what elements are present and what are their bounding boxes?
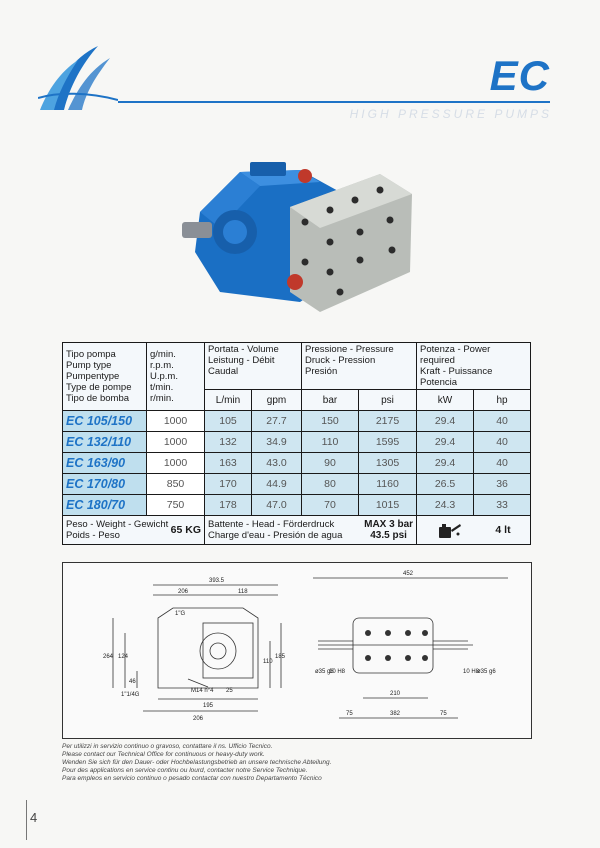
oil-wrap bbox=[420, 520, 527, 540]
model-cell: EC 170/80 bbox=[63, 474, 147, 495]
service-notes bbox=[62, 743, 542, 783]
lmin-cell: 178 bbox=[205, 495, 252, 516]
dim-195: 195 bbox=[203, 703, 214, 709]
table-row bbox=[63, 495, 531, 516]
hp-cell: 36 bbox=[474, 474, 531, 495]
header-rule bbox=[118, 101, 550, 103]
bar-cell: 90 bbox=[302, 453, 359, 474]
dim-25: 25 bbox=[226, 688, 233, 694]
flow-header bbox=[205, 343, 302, 390]
header-line: U.p.m. bbox=[150, 371, 178, 382]
lmin-cell: 170 bbox=[205, 474, 252, 495]
header-line: Pumpentype bbox=[66, 371, 120, 382]
table-header-row bbox=[63, 343, 531, 390]
psi-cell: 2175 bbox=[359, 411, 417, 432]
specification-table bbox=[62, 342, 531, 545]
drawing-svg bbox=[63, 563, 531, 738]
head-label: Battente - Head - Förderdruck bbox=[208, 519, 335, 530]
table-row bbox=[63, 474, 531, 495]
oil-can-icon bbox=[436, 520, 462, 540]
header-line: Leistung - Débit bbox=[208, 355, 275, 366]
bar-cell: 80 bbox=[302, 474, 359, 495]
model-cell: EC 132/110 bbox=[63, 432, 147, 453]
rpm-cell: 1000 bbox=[147, 453, 205, 474]
kw-cell: 29.4 bbox=[417, 453, 474, 474]
dim-m14: M14 n°4 bbox=[191, 688, 214, 694]
model-cell: EC 163/90 bbox=[63, 453, 147, 474]
table-footer-row bbox=[63, 516, 531, 545]
dim-phi35-left: ø35 g6 bbox=[315, 669, 334, 675]
unit-kw: kW bbox=[417, 390, 474, 411]
page-number: 4 bbox=[30, 810, 38, 825]
note-line: Para empleos en servicio continuo o pesado contactar con nuestro Departamento Técnico bbox=[62, 775, 322, 782]
dim-10h8-right: 10 H8 bbox=[463, 669, 480, 675]
header-line: Tipo de bomba bbox=[66, 393, 130, 404]
header-line: Presión bbox=[305, 366, 338, 377]
pump-type-header bbox=[63, 343, 147, 411]
gpm-cell: 34.9 bbox=[252, 432, 302, 453]
dim-75b: 75 bbox=[440, 711, 447, 717]
header-line: Potencia bbox=[420, 377, 458, 388]
weight-value: 65 KG bbox=[170, 523, 201, 536]
model-cell: EC 180/70 bbox=[63, 495, 147, 516]
header-line: Potenza - Power required bbox=[420, 344, 491, 366]
rpm-cell: 850 bbox=[147, 474, 205, 495]
dim-110: 110 bbox=[263, 659, 273, 665]
header-line: Caudal bbox=[208, 366, 239, 377]
power-header bbox=[417, 343, 531, 390]
head-value: 43.5 psi bbox=[370, 530, 407, 541]
header-line: r/min. bbox=[150, 393, 174, 404]
unit-lmin: L/min bbox=[205, 390, 252, 411]
dim-264: 264 bbox=[103, 654, 114, 660]
head-label: Charge d'eau - Presión de agua bbox=[208, 530, 343, 541]
hp-cell: 40 bbox=[474, 411, 531, 432]
series-code: EC bbox=[489, 52, 550, 99]
head-values bbox=[364, 519, 413, 541]
weight-wrap bbox=[66, 519, 201, 541]
bar-cell: 110 bbox=[302, 432, 359, 453]
kw-cell: 24.3 bbox=[417, 495, 474, 516]
header-line: Portata - Volume bbox=[208, 344, 279, 355]
gpm-cell: 43.0 bbox=[252, 453, 302, 474]
psi-cell: 1305 bbox=[359, 453, 417, 474]
head-cell bbox=[205, 516, 417, 545]
oil-value: 4 lt bbox=[495, 523, 511, 536]
weight-label: Peso - Weight - Gewicht bbox=[66, 519, 169, 530]
table-row bbox=[63, 432, 531, 453]
model-cell: EC 105/150 bbox=[63, 411, 147, 432]
header-line: Tipo pompa bbox=[66, 349, 116, 360]
weight-label: Poids - Peso bbox=[66, 530, 120, 541]
weight-cell bbox=[63, 516, 205, 545]
bar-cell: 150 bbox=[302, 411, 359, 432]
dim-452: 452 bbox=[403, 571, 414, 577]
unit-gpm: gpm bbox=[252, 390, 302, 411]
header-line: Druck - Pression bbox=[305, 355, 376, 366]
unit-bar: bar bbox=[302, 390, 359, 411]
unit-psi: psi bbox=[359, 390, 417, 411]
gpm-cell: 27.7 bbox=[252, 411, 302, 432]
dim-10h8-left: 10 H8 bbox=[329, 669, 346, 675]
technical-drawing bbox=[62, 562, 532, 739]
lmin-cell: 132 bbox=[205, 432, 252, 453]
dim-382: 382 bbox=[390, 711, 401, 717]
rpm-cell: 750 bbox=[147, 495, 205, 516]
head-value: MAX 3 bar bbox=[364, 519, 414, 530]
note-line: Per utilizzi in servizio continuo o gravoso, contattare il ns. Ufficio Tecnico. bbox=[62, 743, 273, 750]
page-edge-rule bbox=[26, 800, 27, 840]
header-line: Kraft - Puissance bbox=[420, 366, 493, 377]
dim-118: 118 bbox=[238, 589, 248, 595]
head-wrap bbox=[208, 519, 413, 541]
oil-cell bbox=[417, 516, 531, 545]
rpm-cell: 1000 bbox=[147, 432, 205, 453]
weight-labels bbox=[66, 519, 168, 541]
kw-cell: 29.4 bbox=[417, 432, 474, 453]
dim-75a: 75 bbox=[346, 711, 353, 717]
psi-cell: 1595 bbox=[359, 432, 417, 453]
dim-thread-top: 1"G bbox=[175, 611, 186, 617]
kw-cell: 29.4 bbox=[417, 411, 474, 432]
psi-cell: 1160 bbox=[359, 474, 417, 495]
hp-cell: 33 bbox=[474, 495, 531, 516]
note-line: Please contact our Technical Office for continuous or heavy-duty work. bbox=[62, 751, 265, 758]
dim-46: 46 bbox=[129, 679, 136, 685]
dim-206: 206 bbox=[178, 589, 189, 595]
header-line: r.p.m. bbox=[150, 360, 174, 371]
hp-cell: 40 bbox=[474, 453, 531, 474]
kw-cell: 26.5 bbox=[417, 474, 474, 495]
dim-thread-low: 1"1/4G bbox=[121, 692, 140, 698]
hp-cell: 40 bbox=[474, 432, 531, 453]
rpm-header bbox=[147, 343, 205, 411]
unit-hp: hp bbox=[474, 390, 531, 411]
header-line: Pump type bbox=[66, 360, 112, 371]
pump-photo bbox=[180, 152, 420, 327]
note-line: Pour des applications en service continu ou lourd, contacter notre Service Technique. bbox=[62, 767, 308, 774]
lmin-cell: 163 bbox=[205, 453, 252, 474]
series-subtitle: HIGH PRESSURE PUMPS bbox=[349, 107, 552, 121]
brand-logo-icon bbox=[38, 44, 118, 112]
header-line: Type de pompe bbox=[66, 382, 132, 393]
table-row bbox=[63, 411, 531, 432]
dim-393: 393.5 bbox=[209, 578, 225, 584]
bar-cell: 70 bbox=[302, 495, 359, 516]
gpm-cell: 44.9 bbox=[252, 474, 302, 495]
psi-cell: 1015 bbox=[359, 495, 417, 516]
header-line: t/min. bbox=[150, 382, 174, 393]
dim-210: 210 bbox=[390, 691, 401, 697]
dim-phi35-right: ø35 g6 bbox=[477, 669, 496, 675]
table-row bbox=[63, 453, 531, 474]
dim-206b: 206 bbox=[193, 716, 204, 722]
pressure-header bbox=[302, 343, 417, 390]
dim-185: 185 bbox=[275, 654, 286, 660]
note-line: Wenden Sie sich für den Dauer- oder Hochbelastungsbetrieb an unsere technische Abteilung. bbox=[62, 759, 332, 766]
header-line: g/min. bbox=[150, 349, 176, 360]
head-labels bbox=[208, 519, 342, 541]
header-line: Pressione - Pressure bbox=[305, 344, 394, 355]
lmin-cell: 105 bbox=[205, 411, 252, 432]
gpm-cell: 47.0 bbox=[252, 495, 302, 516]
dim-124: 124 bbox=[118, 654, 129, 660]
rpm-cell: 1000 bbox=[147, 411, 205, 432]
